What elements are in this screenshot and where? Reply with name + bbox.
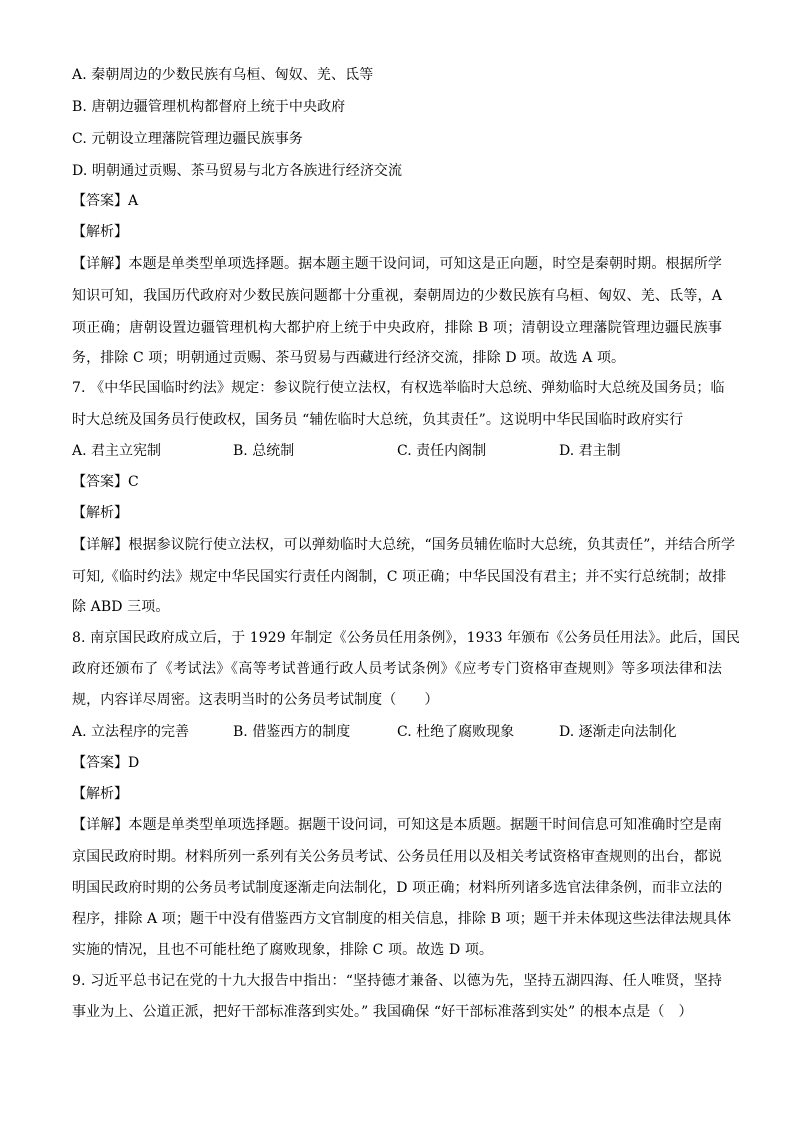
q6-option-d: D. 明朝通过贡赐、茶马贸易与北方各族进行经济交流 — [72, 163, 403, 179]
q6-option-a: A. 秦朝周边的少数民族有乌桓、匈奴、羌、氐等 — [72, 67, 374, 83]
q7-stem-line-2: 时大总统及国务员行使政权，国务员 “辅佐临时大总统，负其责任”。这说明中华民国临时政府实行 — [72, 412, 684, 428]
q7-answer: 【答案】C — [72, 474, 139, 490]
q9-stem-line-1: 9. 习近平总书记在党的十九大报告中指出：“坚持德才兼备、以德为先，坚持五湖四海、任人唯贤，坚持 — [72, 973, 722, 989]
q8-detail-line-5: 实施的情况，且也不可能杜绝了腐败现象，排除 C 项。故选 D 项。 — [72, 942, 494, 958]
q7-option-a: A. 君主立宪制 — [72, 443, 162, 459]
q8-option-d: D. 逐渐走向法制化 — [559, 724, 677, 740]
q6-detail-line-3: 项正确；唐朝设置边疆管理机构大都护府上统于中央政府，排除 B 项；清朝设立理藩院管理边疆民族事 — [72, 320, 722, 336]
q7-option-d: D. 君主制 — [559, 443, 621, 459]
q6-option-c: C. 元朝设立理藩院管理边疆民族事务 — [72, 131, 303, 147]
q7-detail-line-2: 可知,《临时约法》规定中华民国实行责任内阁制，C 项正确；中华民国没有君主；并不实行总统制；故排 — [72, 569, 727, 585]
q8-detail-line-2: 京国民政府时期。材料所列一系列有关公务员考试、公务员任用以及相关考试资格审查规则的出台，都说 — [72, 849, 722, 865]
q8-option-a: A. 立法程序的完善 — [72, 724, 190, 740]
q6-answer: 【答案】A — [72, 193, 139, 209]
q8-stem-line-2: 政府还颁布了《考试法》《高等考试普通行政人员考试条例》《应考专门资格审查规则》等多项法律和法 — [72, 661, 722, 677]
q8-analysis-label: 【解析】 — [72, 786, 128, 802]
q6-detail-line-1: 【详解】本题是单类型单项选择题。据本题主题干设问词，可知这是正向题，时空是秦朝时期。根据所学 — [72, 256, 722, 272]
q8-option-c: C. 杜绝了腐败现象 — [397, 724, 515, 740]
q9-stem-line-2: 事业为上、公道正派，把好干部标准落到实处。” 我国确保 “好干部标准落到实处” 的根本点是（ ） — [72, 1004, 693, 1020]
q6-option-b: B. 唐朝边疆管理机构都督府上统于中央政府 — [72, 99, 346, 115]
q7-option-c: C. 责任内阁制 — [397, 443, 487, 459]
q6-detail-line-2: 知识可知，我国历代政府对少数民族问题都十分重视，秦朝周边的少数民族有乌桓、匈奴、羌、氐等，A — [72, 288, 722, 304]
q7-option-b: B. 总统制 — [233, 443, 295, 459]
q8-detail-line-3: 明国民政府时期的公务员考试制度逐渐走向法制化，D 项正确；材料所列诸多选官法律条例，而非立法的 — [72, 880, 723, 896]
q8-option-b: B. 借鉴西方的制度 — [233, 724, 351, 740]
q8-detail-line-1: 【详解】本题是单类型单项选择题。据题干设问词，可知这是本质题。据题干时间信息可知准确时空是南 — [72, 817, 722, 833]
q7-analysis-label: 【解析】 — [72, 505, 128, 521]
q6-analysis-label: 【解析】 — [72, 224, 128, 240]
q7-detail-line-3: 除 ABD 三项。 — [72, 599, 170, 615]
q7-stem-line-1: 7. 《中华民国临时约法》规定：参议院行使立法权，有权选举临时大总统、弹劾临时大总统及国务员；临 — [72, 380, 725, 396]
q8-stem-line-3: 规，内容详尽周密。这表明当时的公务员考试制度（ ） — [72, 692, 439, 708]
q8-detail-line-4: 程序，排除 A 项；题干中没有借鉴西方文官制度的相关信息，排除 B 项；题干并未体现这些法律法规具体 — [72, 911, 732, 927]
q7-detail-line-1: 【详解】根据参议院行使立法权，可以弹劾临时大总统，“国务员辅佐临时大总统，负其责任”，并结合所学 — [72, 537, 736, 553]
q8-stem-line-1: 8. 南京国民政府成立后，于 1929 年制定《公务员任用条例》，1933 年颁布《公务员任用法》。此后，国民 — [72, 630, 740, 646]
q6-detail-line-4: 务，排除 C 项；明朝通过贡赐、茶马贸易与西藏进行经济交流，排除 D 项。故选 A 项。 — [72, 350, 626, 366]
q8-answer: 【答案】D — [72, 755, 140, 771]
